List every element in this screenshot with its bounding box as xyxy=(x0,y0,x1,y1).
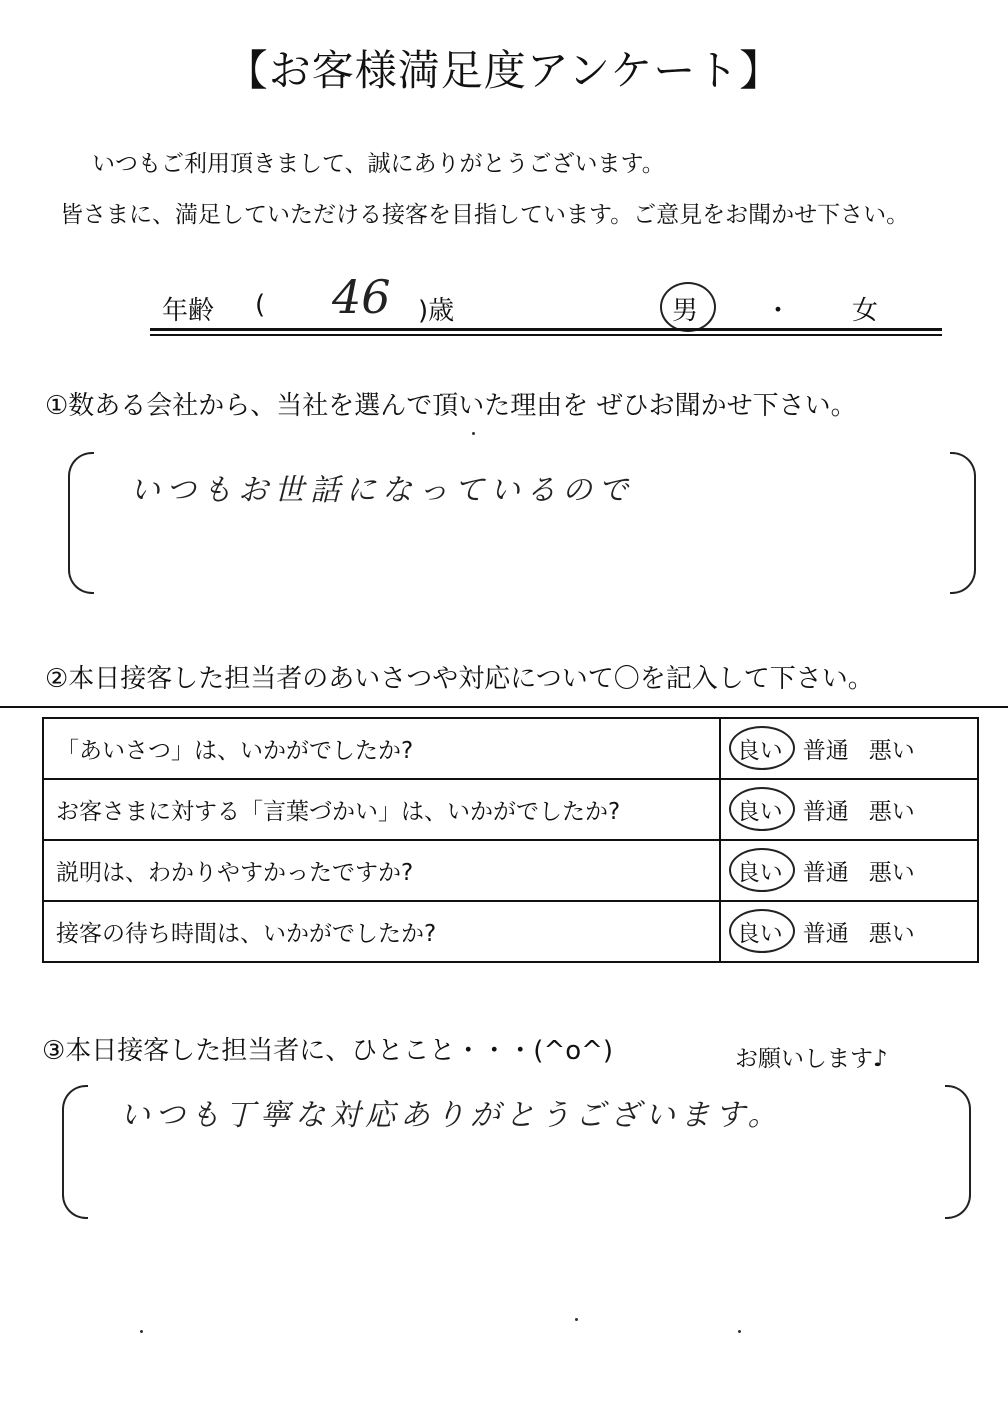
rating-question: 接客の待ち時間は、いかがでしたか? xyxy=(43,901,720,962)
q1-bracket-right xyxy=(950,452,976,594)
gender-selected-circle xyxy=(660,282,716,332)
speck xyxy=(738,1330,741,1333)
table-row xyxy=(43,779,978,840)
option-good[interactable]: 良い xyxy=(737,732,783,765)
speck xyxy=(472,432,475,435)
rating-options xyxy=(720,718,978,779)
q2-question: ②本日接客した担当者のあいさつや対応について〇を記入して下さい。 xyxy=(45,664,874,694)
rating-question: 説明は、わかりやすかったですか? xyxy=(43,840,720,901)
profile-underline xyxy=(150,328,942,331)
q3-note: お願いします♪ xyxy=(735,1046,888,1072)
age-value[interactable]: 46 xyxy=(332,270,391,324)
rating-options xyxy=(720,901,978,962)
section-divider xyxy=(0,706,1008,708)
speck xyxy=(575,1318,578,1321)
q1-question: ①数ある会社から、当社を選んで頂いた理由を ぜひお聞かせ下さい。 xyxy=(45,391,857,421)
speck xyxy=(140,1330,143,1333)
rating-options xyxy=(720,779,978,840)
intro-line-2: 皆さまに、満足していただける接客を目指しています。ご意見をお聞かせ下さい。 xyxy=(60,202,910,228)
option-good[interactable]: 良い xyxy=(737,915,783,948)
table-row xyxy=(43,718,978,779)
option-good[interactable]: 良い xyxy=(737,793,783,826)
option-normal[interactable]: 普通 xyxy=(802,738,849,764)
option-bad[interactable]: 悪い xyxy=(868,799,915,825)
q3-answer[interactable]: いつも丁寧な対応ありがとうございます。 xyxy=(120,1098,783,1133)
option-normal[interactable]: 普通 xyxy=(802,860,849,886)
option-normal[interactable]: 普通 xyxy=(802,799,849,825)
q1-bracket-left xyxy=(68,452,94,594)
option-bad[interactable]: 悪い xyxy=(868,860,915,886)
profile-underline-2 xyxy=(150,334,942,336)
q3-question: ③本日接客した担当者に、ひとこと・・・(^o^) xyxy=(42,1036,614,1066)
survey-title: 【お客様満足度アンケート】 xyxy=(225,46,783,95)
gender-separator: ・ xyxy=(765,296,792,326)
gender-male[interactable]: 男 xyxy=(672,296,699,326)
rating-options xyxy=(720,840,978,901)
age-close-paren: )歳 xyxy=(418,296,455,326)
age-label: 年齢 xyxy=(162,296,215,326)
table-row xyxy=(43,901,978,962)
gender-female[interactable]: 女 xyxy=(852,296,879,326)
age-open-paren: ( xyxy=(255,290,266,320)
q3-bracket-left xyxy=(62,1085,88,1219)
q3-bracket-right xyxy=(945,1085,971,1219)
rating-question: お客さまに対する「言葉づかい」は、いかがでしたか? xyxy=(43,779,720,840)
option-bad[interactable]: 悪い xyxy=(868,921,915,947)
option-normal[interactable]: 普通 xyxy=(802,921,849,947)
rating-question: 「あいさつ」は、いかがでしたか? xyxy=(43,718,720,779)
intro-line-1: いつもご利用頂きまして、誠にありがとうございます。 xyxy=(92,151,665,177)
option-bad[interactable]: 悪い xyxy=(868,738,915,764)
q1-answer[interactable]: いつもお世話になっているので xyxy=(130,473,634,508)
option-good[interactable]: 良い xyxy=(737,854,783,887)
table-row xyxy=(43,840,978,901)
rating-table xyxy=(42,717,979,963)
